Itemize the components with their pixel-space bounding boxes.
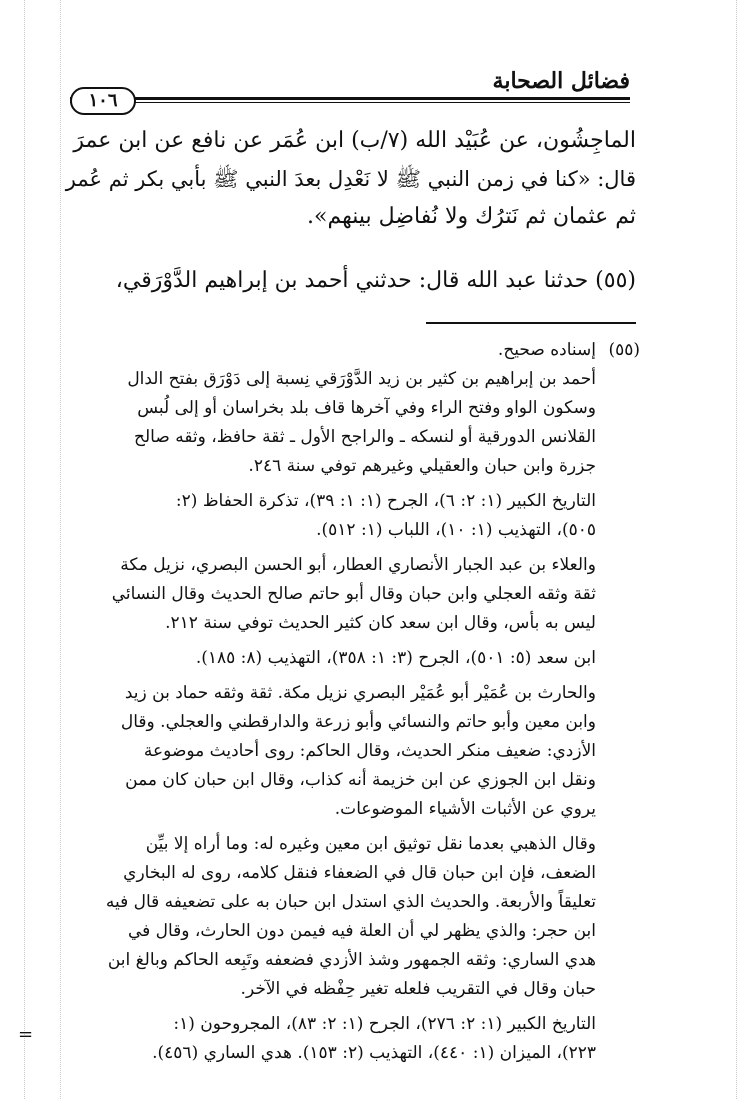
footnote-line: التاريخ الكبير (١: ٢: ٦)، الجرح (١: ١: ٣٩)، تذكرة الحفاظ (٢: bbox=[175, 491, 596, 511]
footnotes bbox=[60, 336, 640, 1074]
footnote-line: حبان وقال في التقريب فلعله تغير حِفْظه في الآخر. bbox=[240, 979, 596, 999]
footnote-line: وقال الذهبي بعدما نقل توثيق ابن معين وغيره له: وما أراه إلا بيِّن bbox=[145, 834, 596, 854]
main-text bbox=[60, 122, 636, 236]
header-rule-thin bbox=[70, 102, 630, 103]
footnote-number: (٥٥) bbox=[608, 340, 640, 360]
footnote-paragraph bbox=[60, 551, 596, 638]
footnote-line: ونقل ابن الجوزي عن ابن خزيمة أنه كذاب، وقال ابن حبان كان ممن bbox=[125, 770, 596, 790]
footnote-paragraph bbox=[60, 644, 596, 673]
footnote-head-text: إسناده صحيح. bbox=[497, 340, 596, 360]
footnote-paragraph bbox=[60, 679, 596, 824]
header-rule bbox=[70, 97, 630, 100]
continued-mark: = bbox=[18, 1024, 34, 1045]
main-text-line: قال: «كنا في زمن النبي ﷺ لا نَعْدِل بعدَ النبي ﷺ بأبي بكر ثم عُمر bbox=[65, 167, 636, 191]
scan-artifact-line bbox=[24, 0, 25, 1099]
footnote-line: ليس به بأس، وقال ابن سعد كان كثير الحديث توفي سنة ٢١٢. bbox=[165, 613, 596, 633]
footnote-line: القلانس الدورقية أو لنسكه ـ والراجح الأول ـ ثقة حافظ، وثقه صالح bbox=[134, 427, 596, 447]
footnote-line: ثقة وثقه العجلي وابن حبان وقال أبو حاتم صالح الحديث وقال النسائي bbox=[111, 584, 596, 604]
footnote-line: وابن معين وأبو حاتم والنسائي وأبو زرعة والدارقطني والعجلي. وقال bbox=[120, 712, 596, 732]
footnote-line: الأزدي: ضعيف منكر الحديث، وقال الحاكم: روى أحاديث موضوعة bbox=[143, 741, 596, 761]
main-text-line: الماجِشُون، عن عُبَيْد الله (٧/ب) ابن عُمَر عن نافع عن ابن عمرَ bbox=[73, 128, 636, 153]
footnote-line: هدي الساري: وثقه الجمهور وشذ الأزدي فضعفه وتَبِعه الحاكم وبالغ ابن bbox=[107, 950, 596, 970]
page-header-title: فضائل الصحابة bbox=[492, 68, 630, 94]
footnote-divider bbox=[426, 322, 636, 324]
footnote-line: ابن حجر: والذي يظهر لي أن العلة فيه فيمن دون الحارث، وقال في bbox=[127, 921, 596, 941]
footnote-line: أحمد بن إبراهيم بن كثير بن زيد الدَّوْرَقي نِسبة إلى دَوْرَق بفتح الدال bbox=[127, 369, 596, 389]
footnote-line: ٥٠٥)، التهذيب (١: ١٠)، اللباب (١: ٥١٢). bbox=[316, 520, 596, 540]
footnote-line: والحارث بن عُمَيْر أبو عُمَيْر البصري نزيل مكة. ثقة وثقه حماد بن زيد bbox=[124, 683, 596, 703]
scan-artifact-line bbox=[736, 0, 737, 1099]
footnote-line: الضعف، فإن ابن حبان قال في الضعفاء فنقل كلامه، روى له البخاري bbox=[123, 863, 596, 883]
footnote-line: ابن سعد (٥: ٥٠١)، الجرح (٣: ١: ٣٥٨)، التهذيب (٨: ١٨٥). bbox=[195, 648, 596, 668]
footnote-paragraph bbox=[60, 365, 596, 481]
footnote-paragraph bbox=[60, 487, 596, 545]
footnote-paragraph bbox=[60, 1010, 596, 1068]
footnote-line: والعلاء بن عبد الجبار الأنصاري العطار، أبو الحسن البصري، نزيل مكة bbox=[120, 555, 596, 575]
page-header bbox=[70, 62, 630, 110]
footnote-line: التاريخ الكبير (١: ٢: ٢٧٦)، الجرح (١: ٢: ٨٣)، المجروحون (١: bbox=[173, 1014, 596, 1034]
footnote-body bbox=[60, 365, 596, 1068]
footnote-head bbox=[60, 336, 640, 365]
footnote-line: جزرة وابن حبان والعقيلي وغيرهم توفي سنة ٢٤٦. bbox=[248, 456, 596, 476]
footnote-line: يروي عن الأثبات الأشياء الموضوعات. bbox=[334, 799, 596, 819]
footnote-line: وسكون الواو وفتح الراء وفي آخرها قاف بلد بخراسان أو إلى لُبس bbox=[137, 398, 596, 418]
main-text-line: ثم عثمان ثم نَترُك ولا نُفاضِل بينهم». bbox=[307, 204, 636, 229]
footnote-paragraph bbox=[60, 830, 596, 1004]
page-number: ١٠٦ bbox=[70, 87, 136, 115]
footnote-line: تعليقاً والأربعة. والحديث الذي استدل ابن حبان به على تضعيفه قال فيه bbox=[105, 892, 596, 912]
footnote-line: ٢٢٣)، الميزان (١: ٤٤٠)، التهذيب (٢: ١٥٣). هدي الساري (٤٥٦). bbox=[152, 1043, 596, 1063]
narration-55: (٥٥) حدثنا عبد الله قال: حدثني أحمد بن إبراهيم الدَّوْرَقي، bbox=[115, 268, 636, 293]
